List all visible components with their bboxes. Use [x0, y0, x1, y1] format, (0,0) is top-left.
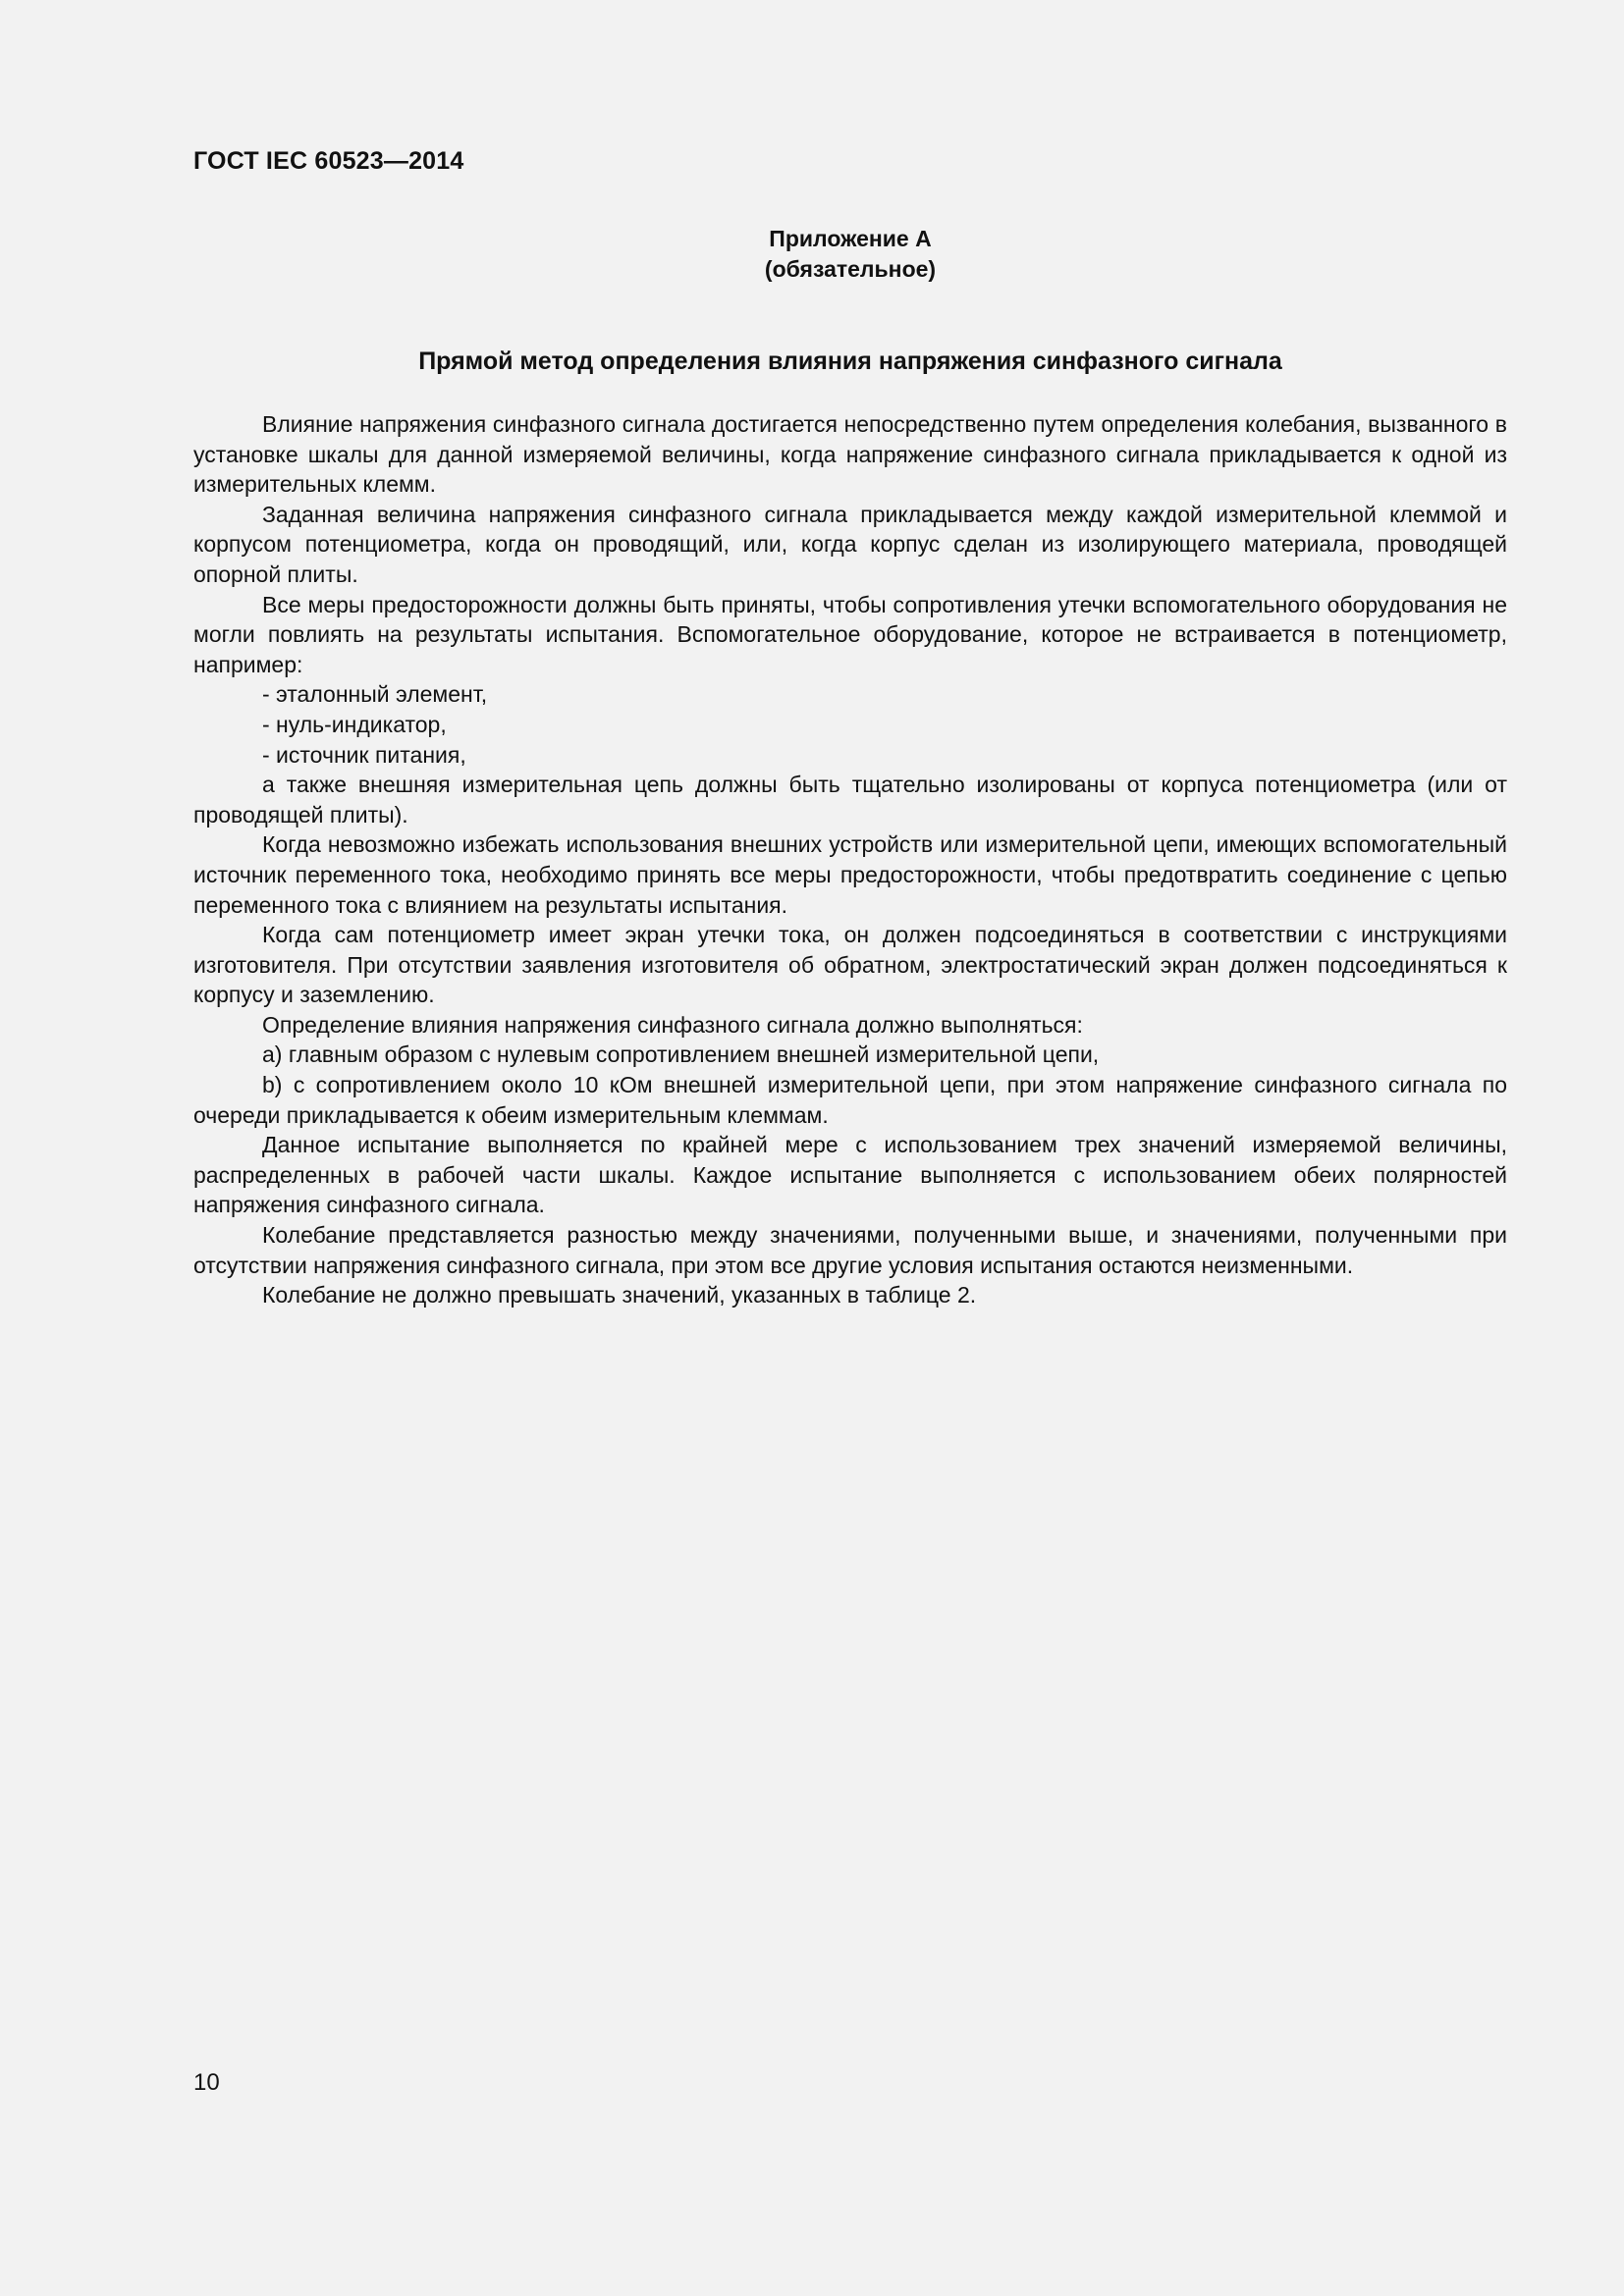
paragraph: Определение влияния напряжения синфазного сигнала должно выполняться: [262, 1011, 1083, 1038]
paragraph: Колебание представляется разностью между значениями, полученными выше, и значениями, полученными при отсутствии напряжения синфазного сигнала, при этом все другие условия испытания остаются неизменными. [193, 1222, 1507, 1278]
paragraph: Колебание не должно превышать значений, указанных в таблице 2. [262, 1282, 977, 1308]
list-item: a) главным образом с нулевым сопротивлением внешней измерительной цепи, [262, 1041, 1100, 1068]
paragraph: Все меры предосторожности должны быть приняты, чтобы сопротивления утечки вспомогательного оборудования не могли повлиять на результаты испытания. Вспомогательное оборудование, которое не встраивается в потенциометр, например: [193, 591, 1507, 677]
paragraph: Заданная величина напряжения синфазного сигнала прикладывается между каждой измерительной клеммой и корпусом потенциометра, когда он проводящий, или, когда корпус сделан из изолирующего материала, проводящей опорной плиты. [193, 501, 1507, 587]
document-id: ГОСТ IEC 60523—2014 [193, 147, 464, 175]
paragraph: Данное испытание выполняется по крайней мере с использованием трех значений измеряемой величины, распределенных в рабочей части шкалы. Каждое испытание выполняется с использованием обеих полярностей напряжения синфазного сигнала. [193, 1132, 1507, 1218]
annex-heading [193, 224, 1507, 285]
section-title: Прямой метод определения влияния напряжения синфазного сигнала [418, 347, 1282, 375]
list-item: - источник питания, [262, 741, 466, 768]
paragraph: Когда сам потенциометр имеет экран утечки тока, он должен подсоединяться в соответствии с инструкциями изготовителя. При отсутствии заявления изготовителя об обратном, электростатический экран должен подсоединяться к корпусу и заземлению. [193, 922, 1507, 1008]
annex-status: (обязательное) [764, 256, 937, 282]
paragraph: а также внешняя измерительная цепь должны быть тщательно изолированы от корпуса потенциометра (или от проводящей плиты). [193, 772, 1507, 828]
body-text [193, 409, 1507, 1310]
list-item: b) с сопротивлением около 10 кОм внешней измерительной цепи, при этом напряжение синфазного сигнала по очереди прикладывается к обеим измерительным клеммам. [193, 1072, 1507, 1128]
list-item: - эталонный элемент, [262, 681, 488, 708]
page-number: 10 [193, 2069, 220, 2096]
list-item: - нуль-индикатор, [262, 711, 447, 737]
paragraph: Когда невозможно избежать использования внешних устройств или измерительной цепи, имеющих вспомогательный источник переменного тока, необходимо принять все меры предосторожности, чтобы предотвратить соединение с цепью переменного тока с влиянием на результаты испытания. [193, 831, 1507, 918]
paragraph: Влияние напряжения синфазного сигнала достигается непосредственно путем определения колебания, вызванного в установке шкалы для данной измеряемой величины, когда напряжение синфазного сигнала прикладывается к одной из измерительных клемм. [193, 411, 1507, 498]
annex-title: Приложение А [769, 226, 932, 251]
